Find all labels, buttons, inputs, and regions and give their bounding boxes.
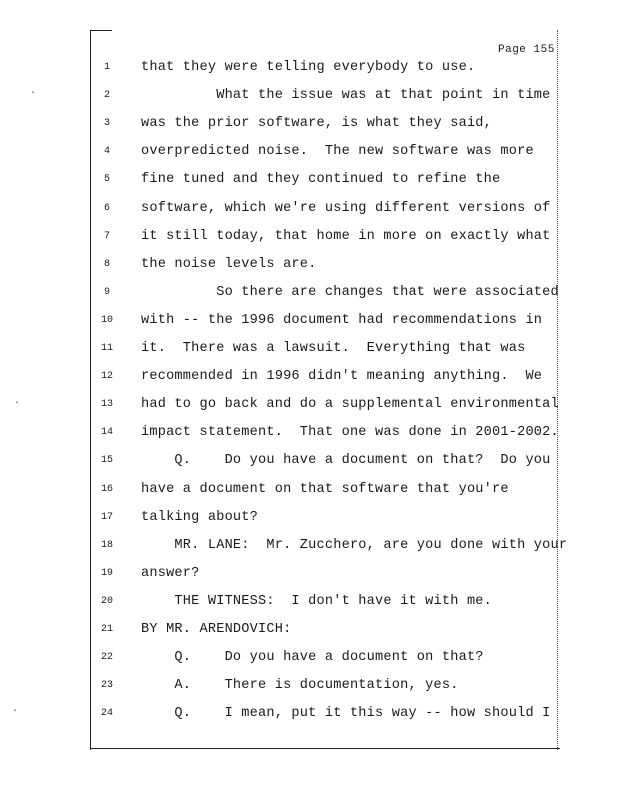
transcript-line	[0, 678, 618, 706]
transcript-line	[0, 425, 618, 453]
line-text: MR. LANE: Mr. Zucchero, are you done with your	[141, 537, 568, 553]
line-text: with -- the 1996 document had recommendations in	[141, 312, 543, 328]
line-text: answer?	[141, 565, 200, 581]
line-number: 9	[103, 286, 110, 298]
transcript-line	[0, 229, 618, 257]
margin-speck: ·	[12, 706, 19, 717]
transcript-line	[0, 453, 618, 481]
line-text: fine tuned and they continued to refine the	[141, 172, 501, 188]
line-text: Q. I mean, put it this way -- how should I	[141, 706, 551, 722]
line-text: So there are changes that were associated	[141, 284, 559, 300]
line-text: it. There was a lawsuit. Everything that was	[141, 341, 526, 356]
line-text: What the issue was at that point in time	[141, 88, 551, 104]
line-number: 4	[103, 146, 110, 158]
transcript-line	[0, 313, 618, 341]
line-text: BY MR. ARENDOVICH:	[141, 622, 292, 637]
margin-speck: ·	[30, 88, 37, 99]
line-number: 19	[100, 567, 113, 579]
transcript-line	[0, 397, 618, 425]
line-number: 17	[100, 511, 113, 523]
bottom-rule	[90, 748, 560, 749]
transcript-line	[0, 510, 618, 538]
line-number: 14	[100, 427, 113, 439]
line-number: 5	[103, 174, 110, 186]
line-text: Q. Do you have a document on that?	[141, 650, 484, 666]
line-text: Q. Do you have a document on that? Do you	[141, 453, 551, 469]
line-number: 22	[100, 652, 113, 664]
transcript-line	[0, 201, 618, 229]
transcript-line	[0, 60, 618, 88]
top-rule	[90, 30, 112, 31]
line-number: 3	[103, 118, 110, 130]
line-number: 10	[100, 314, 113, 326]
line-number: 8	[103, 258, 110, 270]
transcript-line	[0, 622, 618, 650]
transcript-line	[0, 88, 618, 116]
margin-speck: ·	[14, 398, 21, 409]
transcript-line	[0, 594, 618, 622]
line-number: 23	[100, 680, 113, 692]
transcript-line	[0, 538, 618, 566]
transcript-line	[0, 172, 618, 200]
line-text: talking about?	[141, 509, 259, 525]
line-text: THE WITNESS: I don't have it with me.	[141, 593, 493, 609]
transcript-line	[0, 341, 618, 369]
line-text: overpredicted noise. The new software was more	[141, 144, 534, 160]
line-text: that they were telling everybody to use.	[141, 60, 476, 75]
line-text: A. There is documentation, yes.	[141, 678, 459, 694]
line-number: 6	[103, 202, 110, 214]
transcript-line	[0, 650, 618, 678]
line-text: was the prior software, is what they said,	[141, 116, 493, 132]
line-number: 1	[103, 62, 110, 73]
line-number: 11	[100, 343, 113, 354]
line-text: recommended in 1996 didn't meaning anything. We	[141, 369, 543, 385]
line-number: 18	[100, 539, 113, 551]
transcript-line	[0, 285, 618, 313]
transcript-line	[0, 257, 618, 285]
line-number: 13	[100, 399, 113, 411]
transcript-line	[0, 116, 618, 144]
line-number: 7	[103, 230, 110, 242]
transcript-line	[0, 482, 618, 510]
transcript-line	[0, 144, 618, 172]
line-number: 20	[100, 595, 113, 607]
line-text: had to go back and do a supplemental environmental	[141, 397, 559, 413]
page-number: Page 155	[498, 44, 555, 56]
transcript-line	[0, 369, 618, 397]
line-number: 2	[103, 90, 110, 102]
transcript-line	[0, 566, 618, 594]
transcript-line	[0, 706, 618, 734]
line-number: 24	[100, 708, 113, 720]
line-number: 21	[100, 624, 113, 635]
line-number: 15	[100, 455, 113, 467]
line-text: have a document on that software that you're	[141, 481, 509, 497]
line-number: 12	[100, 371, 113, 383]
line-number: 16	[100, 483, 113, 495]
line-text: impact statement. That one was done in 2001-2002.	[141, 425, 559, 441]
line-text: the noise levels are.	[141, 256, 317, 272]
line-text: software, which we're using different versions of	[141, 200, 551, 216]
line-text: it still today, that home in more on exactly what	[141, 228, 551, 244]
